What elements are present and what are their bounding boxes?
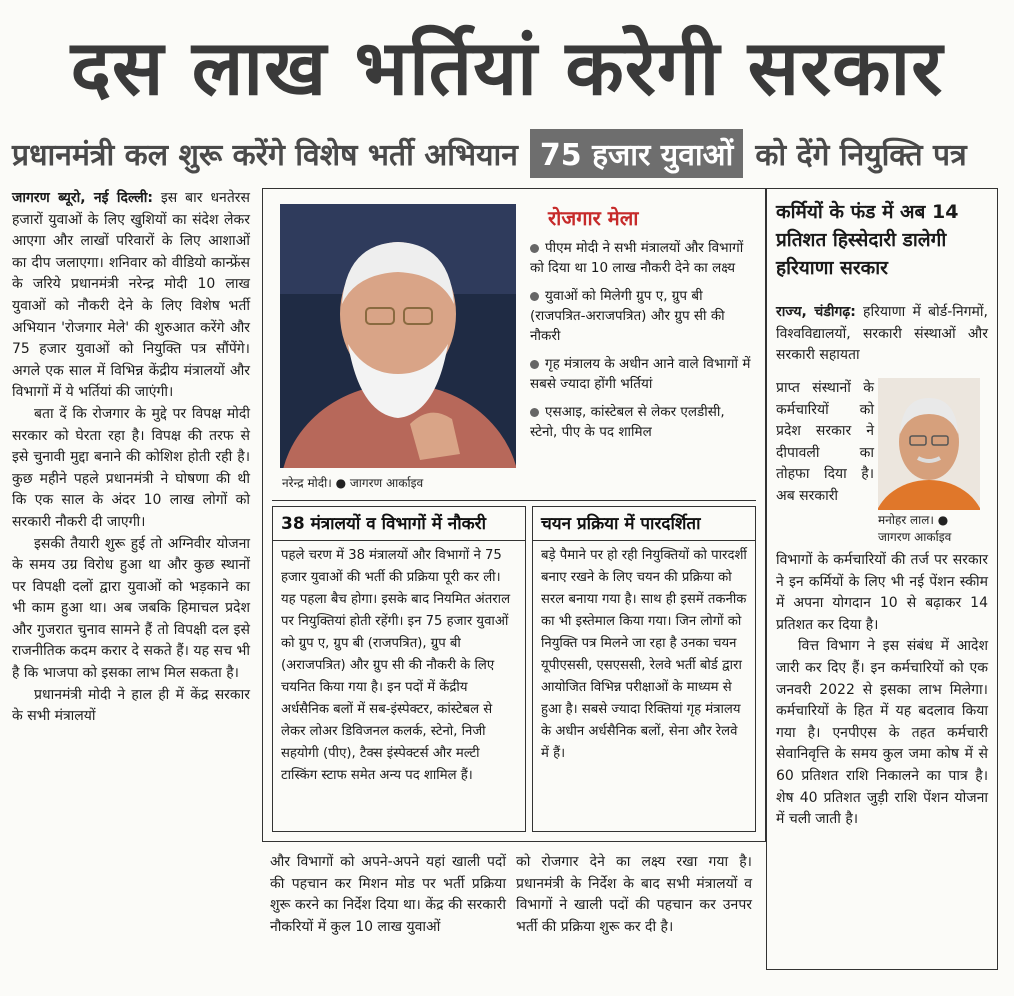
left-paragraph-4: प्रधानमंत्री मोदी ने हाल ही में केंद्र सरकार के सभी मंत्रालयों <box>12 686 250 725</box>
dateline: जागरण ब्यूरो, नई दिल्ली: <box>12 190 153 206</box>
left-paragraph-1: जागरण ब्यूरो, नई दिल्ली: इस बार धनतेरस हजारों युवाओं के लिए खुशियों का संदेश लेकर आएगा और लाखों परिवारों के लिए आशाओं का दीप जलाएगा। शनिवार को वीडियो कान्फ्रेंस के जरिये प्रधानमंत्री नरेन्द्र मोदी 10 लाख युवाओं को नौकरी देने के लिए विशेष भर्ती अभियान 'रोजगार मेले' की शुरुआत करेंगे और 75 हजार युवाओं को नियुक्ति पत्र सौंपेंगे। अगले एक साल में विभिन्न केंद्रीय मंत्रालयों और विभागों में ये भर्तियां की जाएंगी। <box>12 190 250 401</box>
box-transparency <box>532 506 756 832</box>
haryana-paragraph-2: वित्त विभाग ने इस संबंध में आदेश जारी कर दिए हैं। इन कर्मचारियों को एक जनवरी 2022 से इसका लाभ मिलेगा। कर्मचारियों के हित में यह बदलाव किया गया है। एनपीएस के तहत कर्मचारी सेवानिवृत्ति के समय कुल जमा कोष में से 60 प्रतिशत राशि निकालने का पात्र है। शेष 40 प्रतिशत जुड़ी राशि पेंशन योजना में चली जाती है। <box>776 638 988 828</box>
subhead-text-before: प्रधानमंत्री कल शुरू करेंगे विशेष भर्ती अभियान <box>12 137 518 173</box>
rojgar-mela-title: रोजगार मेला <box>548 206 639 230</box>
box-38-ministries <box>272 506 526 832</box>
bullet-icon <box>530 292 539 301</box>
bullet-icon <box>530 408 539 417</box>
modi-photo <box>280 204 516 468</box>
bullet-icon <box>530 244 539 253</box>
subheadline <box>12 126 1002 180</box>
box-transparency-title: चयन प्रक्रिया में पारदर्शिता <box>533 507 755 541</box>
haryana-headline: कर्मियों के फंड में अब 14 प्रतिशत हिस्सेदारी डालेगी हरियाणा सरकार <box>776 201 959 279</box>
subhead-text-after: को देंगे नियुक्ति पत्र <box>755 137 967 173</box>
left-column <box>12 188 250 728</box>
box-38-ministries-body: पहले चरण में 38 मंत्रालयों और विभागों ने 75 हजार युवाओं की भर्ती की प्रक्रिया पूरी कर ली। यह पहला बैच होगा। इसके बाद नियमित अंतराल पर नियुक्तियां होती रहेंगी। इन 75 हजार युवाओं को ग्रुप ए, ग्रुप बी (राजपत्रित), ग्रुप बी (अराजपत्रित) और ग्रुप सी की नौकरी के लिए चयनित किया गया है। इन पदों में केंद्रीय अर्धसैनिक बलों में सब-इंस्पेक्टर, कांस्टेबल से लेकर लोअर डिविजनल कलर्क, स्टेनो, निजी सहयोगी (पीए), टैक्स इंस्पेक्टर्स और मल्टी टास्किंग स्टाफ समेत अन्य पद शामिल हैं। <box>281 548 511 783</box>
list-item: गृह मंत्रालय के अधीन आने वाले विभागों में सबसे ज्यादा होंगी भर्तियां <box>530 356 751 392</box>
list-item: पीएम मोदी ने सभी मंत्रालयों और विभागों को दिया था 10 लाख नौकरी देने का लक्ष्य <box>530 240 744 276</box>
khattar-photo-caption: मनोहर लाल। ● जागरण आर्काइव <box>878 513 952 544</box>
subhead-highlight-box: 75 हजार युवाओं <box>530 129 743 178</box>
left-paragraph-2: बता दें कि रोजगार के मुद्दे पर विपक्ष मोदी सरकार को घेरता रहा है। विपक्ष की तरफ से इसे चुनावी मुद्दा बनाने की कोशिश होती रही है। कुछ महीने पहले प्रधानमंत्री ने घोषणा की थी कि एक साल के अंदर 10 लाख लोगों को सरकारी नौकरी दी जाएगी। <box>12 405 250 530</box>
bullet-icon <box>530 360 539 369</box>
divider <box>272 500 756 501</box>
bottom-mid-column: और विभागों को अपने-अपने यहां खाली पदों की पहचान कर मिशन मोड पर भर्ती प्रक्रिया शुरू करने का निर्देश दिया था। केंद्र की सरकारी नौकरियों में कुल 10 लाख युवाओं <box>270 854 506 935</box>
haryana-body <box>776 550 988 831</box>
headline: दस लाख भर्तियां करेगी सरकार <box>70 23 944 112</box>
haryana-paragraph-1: विभागों के कर्मचारियों की तर्ज पर सरकार ने इन कर्मियों के लिए भी नई पेंशन स्कीम में अपना योगदान 10 से बढ़ाकर 14 प्रतिशत कर दिया है। <box>776 552 988 633</box>
box-38-ministries-title: 38 मंत्रालयों व विभागों में नौकरी <box>273 507 525 541</box>
haryana-wrap-text: प्राप्त संस्थानों के कर्मचारियों को प्रदेश सरकार ने दीपावली का तोहफा दिया है। अब सरकारी <box>776 380 874 504</box>
left-paragraph-3: इसकी तैयारी शुरू हुई तो अग्निवीर योजना के समय उग्र विरोध हुआ था और कुछ स्थानों पर विपक्षी दलों द्वारा युवाओं को भड़काने का भी काम हुआ था। अब जबकि हिमाचल प्रदेश और गुजरात चुनाव सामने हैं तो विपक्षी दल इसे राजनीतिक कदम करार दे सकते हैं। यह सच भी है कि भाजपा को इसका लाभ मिल सकता है। <box>12 535 250 682</box>
modi-photo-caption: नरेन्द्र मोदी। ● जागरण आर्काइव <box>282 476 424 490</box>
khattar-portrait-image <box>878 378 980 510</box>
haryana-intro: राज्य, चंडीगढ़: हरियाणा में बोर्ड-निगमों, विश्वविद्यालयों, सरकारी संस्थाओं और सरकारी सहायता <box>776 304 988 364</box>
haryana-dateline: राज्य, चंडीगढ़: <box>776 304 856 320</box>
modi-portrait-image <box>280 204 516 468</box>
list-item: युवाओं को मिलेगी ग्रुप ए, ग्रुप बी (राजपत्रित-अराजपत्रित) और ग्रुप सी की नौकरी <box>530 288 725 344</box>
bottom-right-column: को रोजगार देने का लक्ष्य रखा गया है। प्रधानमंत्री के निर्देश के बाद सभी मंत्रालयों व विभागों ने खाली पदों की पहचान कर उनपर भर्ती की प्रक्रिया शुरू कर दी है। <box>516 854 752 935</box>
khattar-photo <box>878 378 980 510</box>
box-transparency-body: बड़े पैमाने पर हो रही नियुक्तियों को पारदर्शी बनाए रखने के लिए चयन की प्रक्रिया को सरल बनाया गया है। साथ ही इसमें तकनीक का भी इस्तेमाल किया गया। जिन लोगों को नियुक्ति पत्र मिलने जा रहा है उनका चयन यूपीएससी, एसएससी, रेलवे भर्ती बोर्ड द्वारा आयोजित विभिन्न परीक्षाओं के माध्यम से हुआ है। सबसे ज्यादा रिक्तियां गृह मंत्रालय के अधीन अर्धसैनिक बलों, सेना और रेलवे में हैं। <box>541 548 747 761</box>
list-item: एसआइ, कांस्टेबल से लेकर एलडीसी, स्टेनो, पीए के पद शामिल <box>530 404 725 440</box>
rojgar-mela-list <box>530 238 756 442</box>
